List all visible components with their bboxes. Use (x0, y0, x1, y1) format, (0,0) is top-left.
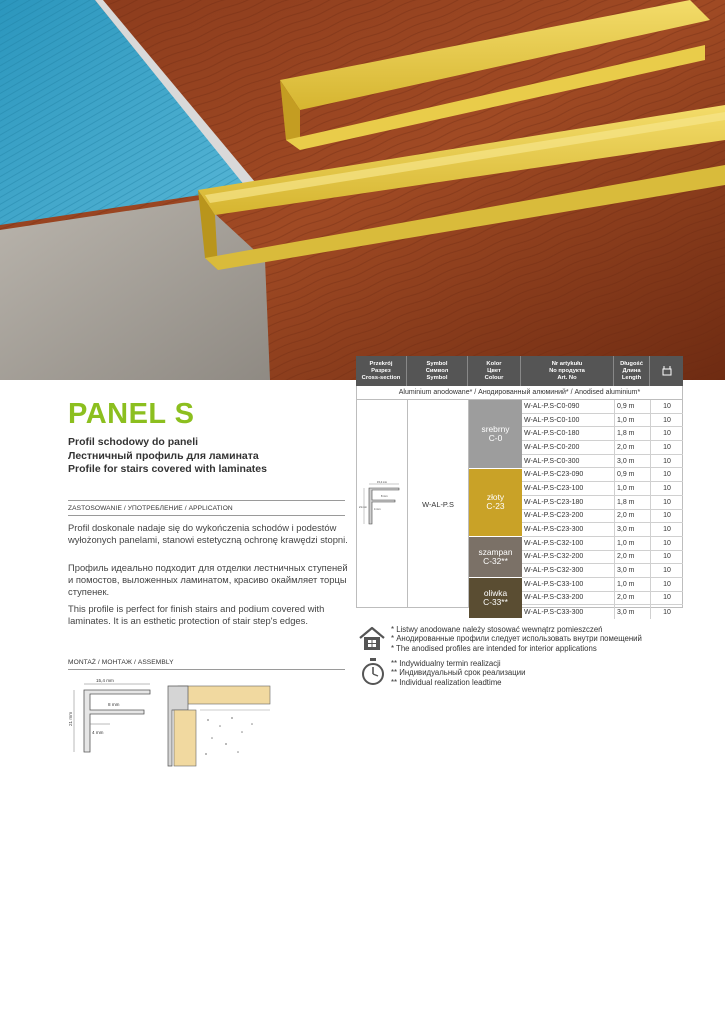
indoor-notes (391, 625, 642, 653)
dim-inner1-label: 8 mm (108, 702, 120, 707)
length-cell: 1,0 m (615, 482, 651, 495)
length-cell: 3,0 m (615, 455, 651, 468)
leadtime-notes (391, 659, 525, 687)
assembly-installation-drawing (162, 680, 272, 768)
article-number: W-AL-P.S-C32-100 (522, 537, 615, 550)
length-cell: 3,0 m (615, 523, 651, 536)
article-number: W-AL-P.S-C0-180 (522, 427, 615, 440)
product-table (356, 356, 683, 616)
quantity-cell: 10 (663, 457, 671, 465)
article-number: W-AL-P.S-C0-100 (522, 414, 615, 427)
assembly-label: MONTAŻ / МОНТАЖ / ASSEMBLY (68, 659, 174, 666)
subtitle-pl: Profil schodowy do paneli (68, 436, 199, 448)
quantity-cell: 10 (663, 526, 671, 534)
table-row (522, 468, 683, 482)
length-cell: 1,0 m (615, 414, 651, 427)
quantity-cell: 10 (663, 498, 671, 506)
length-cell: 2,0 m (615, 592, 651, 605)
material-row: Aluminium anodowane* / Анодированный алюминий* / Anodised aluminium* (356, 386, 683, 400)
article-rows (522, 400, 683, 619)
article-number: W-AL-P.S-C23-100 (522, 482, 615, 495)
divider (68, 500, 345, 501)
quantity-cell: 10 (663, 512, 671, 520)
colour-code: C-32** (483, 556, 508, 567)
table-row (522, 510, 683, 524)
article-number: W-AL-P.S-C0-200 (522, 441, 615, 454)
note-lead-en: ** Individual realization leadtime (391, 677, 502, 687)
quantity-cell: 10 (663, 594, 671, 602)
dim-inner2-label: 4 mm (92, 730, 104, 735)
article-number: W-AL-P.S-C33-200 (522, 592, 615, 605)
dim-width-label: 15,4 mm (96, 678, 114, 683)
table-row (522, 551, 683, 565)
article-number: W-AL-P.S-C23-180 (522, 496, 615, 509)
description-en: This profile is perfect for finish stairs and podium covered with laminates. It is an esthetic protection of stair step's edges. (68, 603, 325, 626)
cross-section-drawing (359, 480, 405, 532)
note-lead-pl: ** Indywidualny termin realizacji (391, 659, 501, 668)
description-ru: Профиль идеально подходит для отделки лестничных ступеней и помостов, выложенных ламинатом, красиво окаймляет торцы ступенек. (68, 562, 348, 597)
table-row (522, 455, 683, 469)
quantity-cell: 10 (663, 567, 671, 575)
note-indoor-en: * The anodised profiles are intended for interior applications (391, 643, 597, 653)
article-number: W-AL-P.S-C0-090 (522, 400, 615, 413)
article-number: W-AL-P.S-C0-300 (522, 455, 615, 468)
table-body (356, 400, 683, 616)
cross-section-cell (357, 400, 408, 608)
quantity-cell: 10 (663, 484, 671, 492)
header-cross-section: Przekrój Разрез Cross-section (356, 356, 407, 386)
length-cell: 0,9 m (615, 468, 651, 481)
colour-swatches (469, 400, 522, 619)
length-cell: 2,0 m (615, 441, 651, 454)
length-cell: 3,0 m (615, 605, 651, 619)
quantity-cell: 10 (663, 443, 671, 451)
article-number: W-AL-P.S-C23-300 (522, 523, 615, 536)
table-row (522, 578, 683, 592)
table-row (522, 496, 683, 510)
article-number: W-AL-P.S-C23-090 (522, 468, 615, 481)
subtitle-ru: Лестничный профиль для ламината (68, 449, 259, 462)
colour-name: srebrny (481, 423, 510, 434)
subtitle-en: Profile for stairs covered with laminates (68, 463, 267, 475)
colour-code: C-0 (488, 432, 503, 443)
quantity-cell: 10 (663, 416, 671, 424)
colour-swatch (469, 578, 522, 619)
assembly-cross-section-drawing (64, 676, 160, 768)
header-length: Długość Длина Length (614, 356, 650, 386)
stopwatch-icon (360, 657, 386, 687)
table-row (522, 564, 683, 578)
article-number: W-AL-P.S-C33-100 (522, 578, 615, 591)
colour-code: C-23 (486, 501, 505, 512)
package-icon (661, 365, 673, 377)
house-icon (357, 624, 387, 654)
table-row (522, 523, 683, 537)
xsec-dim-h: 21 mm (359, 506, 367, 509)
stair-profile-illustration (0, 0, 725, 380)
note-indoor-ru: * Анодированные профили следует использовать внутри помещений (391, 634, 642, 644)
table-header (356, 356, 683, 386)
description-pl: Profil doskonale nadaje się do wykończenia schodów i podestów wyłożonych panelami, stanowi estetyczną ochronę krawędzi stopni. (68, 522, 348, 545)
colour-swatch (469, 537, 522, 578)
table-row (522, 482, 683, 496)
article-number: W-AL-P.S-C32-300 (522, 564, 615, 577)
quantity-cell: 10 (663, 402, 671, 410)
length-cell: 1,0 m (615, 537, 651, 550)
xsec-dim-a: 8 mm (381, 495, 388, 498)
header-art-no: Nr artykułu No продукта Art. No (521, 356, 614, 386)
table-row (522, 427, 683, 441)
product-subtitles (68, 436, 267, 477)
dim-height-label: 21 mm (68, 711, 73, 726)
colour-swatch (469, 469, 522, 538)
colour-code: C-33** (483, 597, 508, 608)
application-label: ZASTOSOWANIE / УПОТРЕБЛЕНИЕ / APPLICATION (68, 505, 233, 512)
length-cell: 1,8 m (615, 496, 651, 509)
colour-swatch (469, 400, 522, 469)
divider (68, 669, 345, 670)
length-cell: 1,0 m (615, 578, 651, 591)
length-cell: 3,0 m (615, 564, 651, 577)
note-lead-ru: ** Индивидуальный срок реализации (391, 668, 526, 678)
table-row (522, 441, 683, 455)
table-row (522, 537, 683, 551)
quantity-cell: 10 (663, 471, 671, 479)
quantity-cell: 10 (663, 580, 671, 588)
hero-photo (0, 0, 725, 380)
colour-name: oliwka (483, 588, 508, 599)
table-row (522, 605, 683, 619)
length-cell: 0,9 m (615, 400, 651, 413)
xsec-dim-w: 15,4 mm (377, 481, 388, 484)
quantity-cell: 10 (663, 539, 671, 547)
length-cell: 1,8 m (615, 427, 651, 440)
product-title: PANEL S (68, 398, 195, 430)
symbol-cell: W-AL-P.S (408, 400, 469, 608)
table-row (522, 400, 683, 414)
header-colour: Kolor Цвет Colour (468, 356, 521, 386)
xsec-dim-b: 4 mm (374, 508, 381, 511)
quantity-cell: 10 (663, 430, 671, 438)
article-number: W-AL-P.S-C23-200 (522, 510, 615, 523)
length-cell: 2,0 m (615, 551, 651, 564)
divider (68, 515, 345, 516)
quantity-cell: 10 (663, 608, 671, 616)
table-row (522, 592, 683, 606)
note-indoor-pl: * Listwy anodowane należy stosować wewnątrz pomieszczeń (391, 625, 603, 634)
quantity-cell: 10 (663, 553, 671, 561)
article-number: W-AL-P.S-C33-300 (522, 605, 615, 619)
header-package (650, 356, 683, 386)
table-row (522, 414, 683, 428)
colour-name: złoty (486, 492, 505, 503)
article-number: W-AL-P.S-C32-200 (522, 551, 615, 564)
colour-name: szampan (478, 547, 513, 558)
header-symbol: Symbol Символ Symbol (407, 356, 468, 386)
length-cell: 2,0 m (615, 510, 651, 523)
